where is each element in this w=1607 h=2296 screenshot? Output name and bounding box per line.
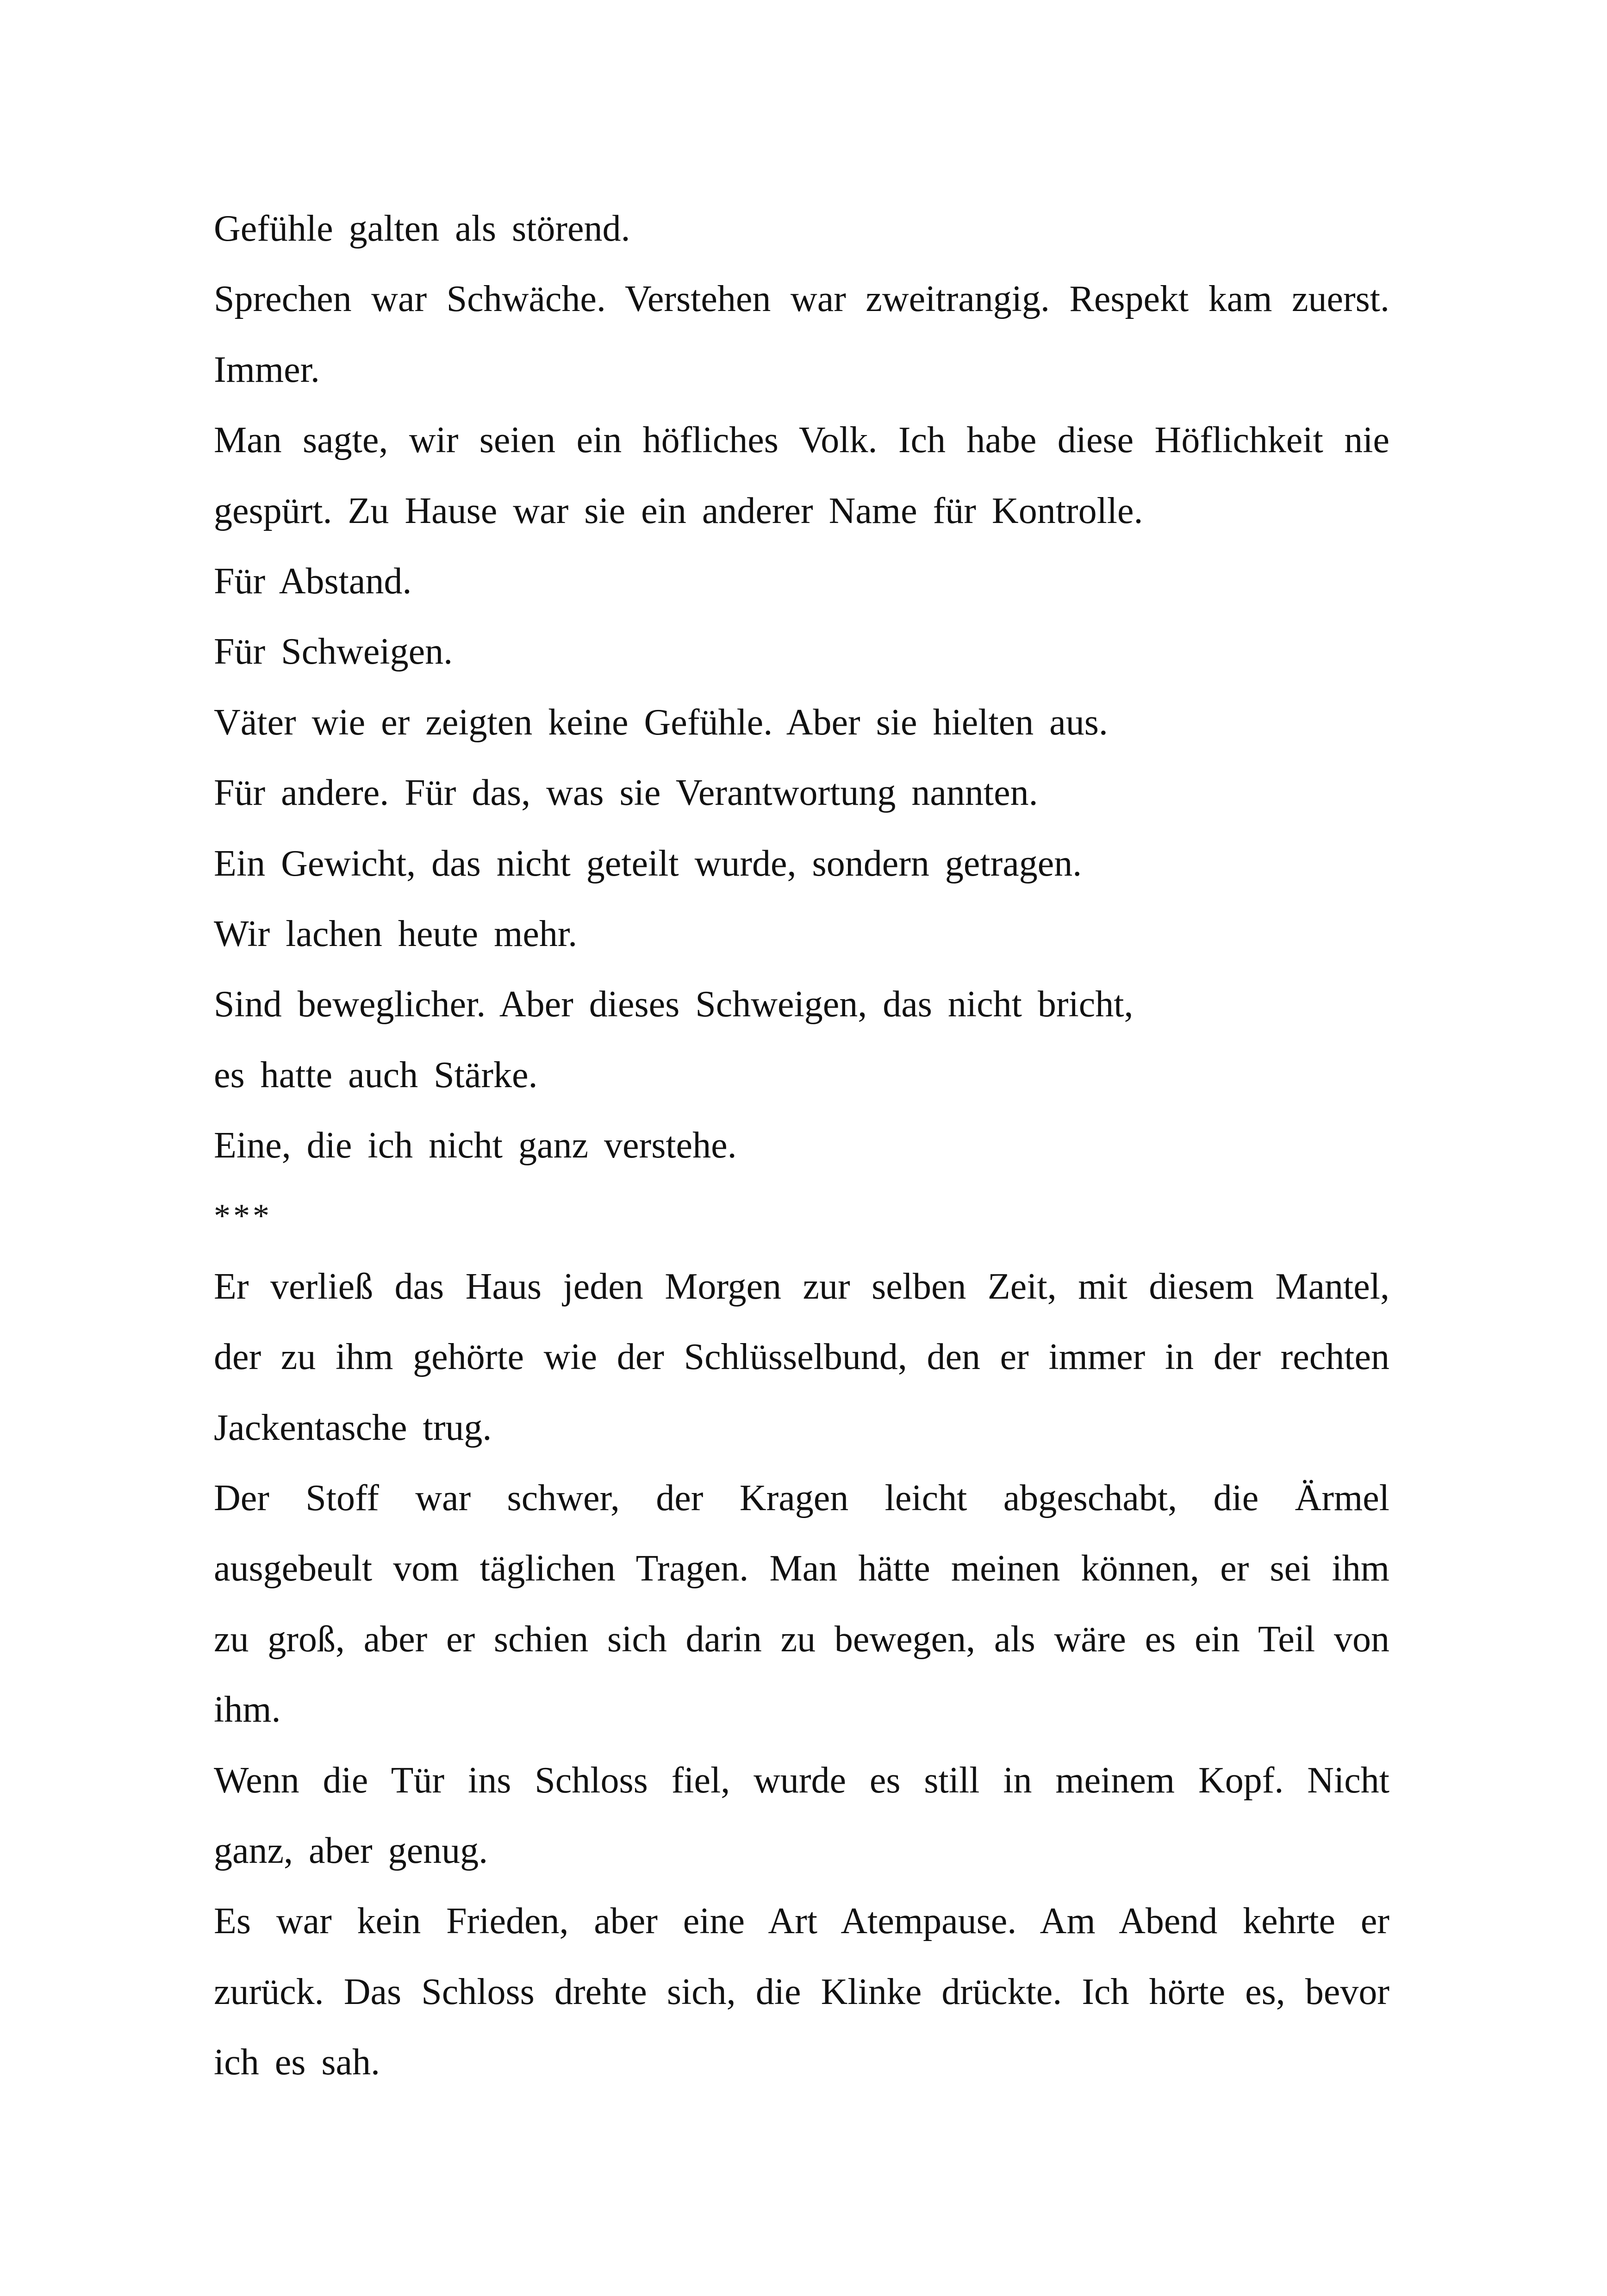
text-line: Immer. bbox=[214, 349, 320, 390]
text-line: Für Abstand. bbox=[214, 560, 412, 602]
section-separator: *** bbox=[214, 1197, 272, 1235]
text-line: Für Schweigen. bbox=[214, 631, 453, 672]
text-line: Väter wie er zeigten keine Gefühle. Aber sie hielten aus. bbox=[214, 702, 1108, 743]
text-line: Eine, die ich nicht ganz verstehe. bbox=[214, 1125, 737, 1166]
text-line: es hatte auch Stärke. bbox=[214, 1054, 538, 1095]
text-line: Er verließ das Haus jeden Morgen zur selben Zeit, mit diesem Mantel, bbox=[214, 1266, 1389, 1307]
text-line: der zu ihm gehörte wie der Schlüsselbund, den er immer in der rechten bbox=[214, 1337, 1389, 1378]
document-text bbox=[214, 193, 1389, 2098]
text-line: Gefühle galten als störend. bbox=[214, 208, 630, 249]
text-line: ausgebeult vom täglichen Tragen. Man hätte meinen können, er sei ihm bbox=[214, 1548, 1389, 1589]
text-line: ihm. bbox=[214, 1689, 281, 1730]
text-line: Jackentasche trug. bbox=[214, 1407, 492, 1448]
text-line: Ein Gewicht, das nicht geteilt wurde, sondern getragen. bbox=[214, 843, 1082, 884]
text-line: Wir lachen heute mehr. bbox=[214, 913, 578, 954]
text-line: Wenn die Tür ins Schloss fiel, wurde es still in meinem Kopf. Nicht bbox=[214, 1760, 1389, 1801]
text-line: Sprechen war Schwäche. Verstehen war zweitrangig. Respekt kam zuerst. bbox=[214, 279, 1389, 320]
text-line: zu groß, aber er schien sich darin zu bewegen, als wäre es ein Teil von bbox=[214, 1618, 1389, 1660]
text-line: Man sagte, wir seien ein höfliches Volk. Ich habe diese Höflichkeit nie bbox=[214, 420, 1389, 461]
text-line: gespürt. Zu Hause war sie ein anderer Name für Kontrolle. bbox=[214, 490, 1143, 531]
text-line: Für andere. Für das, was sie Verantwortung nannten. bbox=[214, 772, 1038, 814]
text-line: Der Stoff war schwer, der Kragen leicht abgeschabt, die Ärmel bbox=[214, 1478, 1389, 1519]
text-line: Sind beweglicher. Aber dieses Schweigen, das nicht bricht, bbox=[214, 984, 1134, 1025]
text-line: ganz, aber genug. bbox=[214, 1830, 488, 1871]
text-line: ich es sah. bbox=[214, 2042, 380, 2083]
text-line: Es war kein Frieden, aber eine Art Atempause. Am Abend kehrte er bbox=[214, 1901, 1389, 1942]
text-line: zurück. Das Schloss drehte sich, die Klinke drückte. Ich hörte es, bevor bbox=[214, 1971, 1389, 2012]
